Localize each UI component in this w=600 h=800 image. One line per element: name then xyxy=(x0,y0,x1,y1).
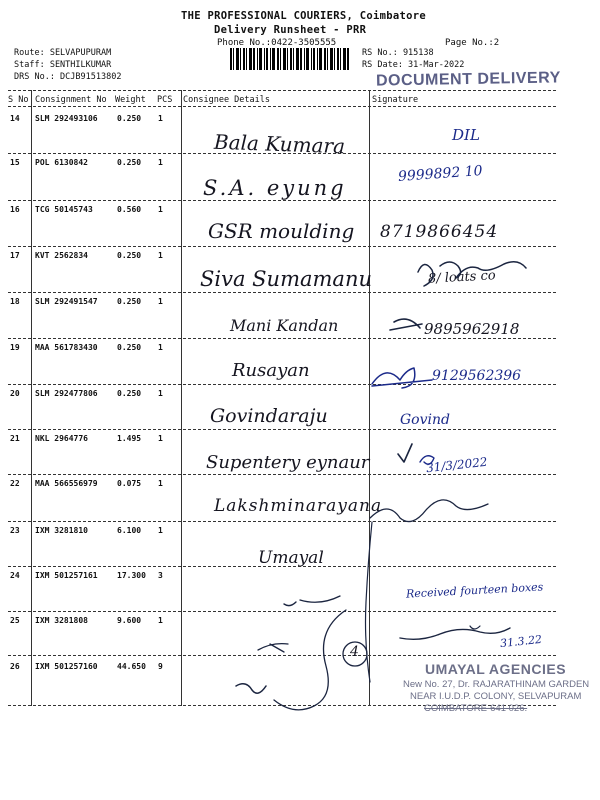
row-consignee-handwritten: Mani Kandan xyxy=(230,316,339,335)
row-sno: 19 xyxy=(10,343,20,352)
route-label: Route: SELVAPUPURAM xyxy=(14,48,112,58)
row-consignment: SLM 292491547 xyxy=(35,297,98,306)
row-consignee-handwritten: S.A. eyung xyxy=(203,176,347,200)
row-sno: 14 xyxy=(10,114,20,123)
row-pcs: 1 xyxy=(158,343,163,352)
row-consignment: MAA 566556979 xyxy=(35,479,98,488)
row-consignment: SLM 292477806 xyxy=(35,389,98,398)
row-consignment: MAA 561783430 xyxy=(35,343,98,352)
row-consignee-handwritten: GSR moulding xyxy=(208,219,355,243)
row-pcs: 1 xyxy=(158,434,163,443)
row-sno: 21 xyxy=(10,434,20,443)
row-signature: 9999892 10 xyxy=(397,163,484,185)
row-signature: Govind xyxy=(400,412,450,428)
row-sno: 17 xyxy=(10,251,20,260)
col-details: Consignee Details xyxy=(183,95,270,105)
row-pcs: 1 xyxy=(158,158,163,167)
row-pcs: 1 xyxy=(158,479,163,488)
row-consignee-handwritten: Govindaraju xyxy=(210,405,328,427)
agency-stamp-address-2: NEAR I.U.D.P. COLONY, SELVAPURAM xyxy=(410,691,582,702)
row-sno: 22 xyxy=(10,479,20,488)
row-signature: Received fourteen boxes xyxy=(405,580,544,601)
row-pcs: 1 xyxy=(158,389,163,398)
row-consignee-handwritten: Lakshminarayana xyxy=(214,496,383,516)
row-consignee-handwritten: Siva Sumamanu xyxy=(200,267,372,291)
row-signature: DIL xyxy=(452,126,480,144)
row-weight: 0.250 xyxy=(117,251,142,260)
rs-number: RS No.: 915138 xyxy=(362,48,434,58)
row-pcs: 1 xyxy=(158,251,163,260)
row-consignment: IXM 3281808 xyxy=(35,616,88,625)
row-signature: 9895962918 xyxy=(424,320,520,338)
row-weight: 17.300 xyxy=(117,571,146,580)
row-pcs: 1 xyxy=(158,114,163,123)
row-weight: 0.250 xyxy=(117,297,142,306)
row-sno: 16 xyxy=(10,205,20,214)
row-pcs: 1 xyxy=(158,205,163,214)
row-consignment: IXM 3281810 xyxy=(35,526,88,535)
row-weight: 1.495 xyxy=(117,434,142,443)
row-pcs: 9 xyxy=(158,662,163,671)
row-pcs: 1 xyxy=(158,616,163,625)
col-weight: Weight xyxy=(115,95,146,105)
row-sno: 26 xyxy=(10,662,20,671)
row-sno: 15 xyxy=(10,158,20,167)
row-sno: 18 xyxy=(10,297,20,306)
row-weight: 0.250 xyxy=(117,343,142,352)
rs-date: RS Date: 31-Mar-2022 xyxy=(362,60,465,70)
row-signature: 31/3/2022 xyxy=(425,454,489,476)
drs-label: DRS No.: DCJB91513802 xyxy=(14,72,122,82)
row-weight: 0.250 xyxy=(117,158,142,167)
row-weight: 9.600 xyxy=(117,616,142,625)
col-pcs: PCS xyxy=(157,95,173,105)
row-consignment: IXM 501257161 xyxy=(35,571,98,580)
row-consignee-handwritten: Rusayan xyxy=(232,360,310,381)
row-weight: 0.075 xyxy=(117,479,142,488)
row-weight: 0.250 xyxy=(117,389,142,398)
row-weight: 44.650 xyxy=(117,662,146,671)
row-sno: 23 xyxy=(10,526,20,535)
row-pcs: 1 xyxy=(158,526,163,535)
row-signature: 8/ loats co xyxy=(427,268,497,287)
staff-label: Staff: SENTHILKUMAR xyxy=(14,60,112,70)
row-consignment: IXM 501257160 xyxy=(35,662,98,671)
row-signature: 31.3.22 xyxy=(499,632,543,651)
row-consignment: KVT 2562834 xyxy=(35,251,88,260)
agency-stamp-address-3: COIMBATORE-641 026. xyxy=(424,703,528,714)
col-sno: S No xyxy=(8,95,29,105)
company-name: THE PROFESSIONAL COURIERS, Coimbatore xyxy=(181,10,426,22)
row-sno: 25 xyxy=(10,616,20,625)
row-sno: 24 xyxy=(10,571,20,580)
row-weight: 0.560 xyxy=(117,205,142,214)
col-signature: Signature xyxy=(372,95,419,105)
page-number: Page No.:2 xyxy=(445,38,500,48)
row-pcs: 3 xyxy=(158,571,163,580)
row-consignee-handwritten: Bala Kumara xyxy=(213,129,346,159)
row-weight: 0.250 xyxy=(117,114,142,123)
row-signature: 8719866454 xyxy=(380,222,499,242)
sheet-title: Delivery Runsheet - PRR xyxy=(214,24,367,36)
row-consignment: POL 6130842 xyxy=(35,158,88,167)
document-delivery-stamp: DOCUMENT DELIVERY xyxy=(375,69,561,90)
row-consignment: SLM 292493106 xyxy=(35,114,98,123)
row-signature: 9129562396 xyxy=(432,368,522,384)
row-weight: 6.100 xyxy=(117,526,142,535)
circled-number: 4 xyxy=(350,644,359,660)
row-consignee-handwritten: Umayal xyxy=(258,548,324,568)
agency-stamp-name: UMAYAL AGENCIES xyxy=(425,661,567,677)
phone-number: Phone No.:0422-3505555 xyxy=(217,38,337,48)
agency-stamp-address-1: New No. 27, Dr. RAJARATHINAM GARDEN xyxy=(403,679,590,690)
row-sno: 20 xyxy=(10,389,20,398)
col-consignment: Consignment No xyxy=(35,95,107,105)
row-consignment: TCG 50145743 xyxy=(35,205,93,214)
row-consignment: NKL 2964776 xyxy=(35,434,88,443)
row-consignee-handwritten: Supentery eynaur xyxy=(206,452,370,473)
row-pcs: 1 xyxy=(158,297,163,306)
